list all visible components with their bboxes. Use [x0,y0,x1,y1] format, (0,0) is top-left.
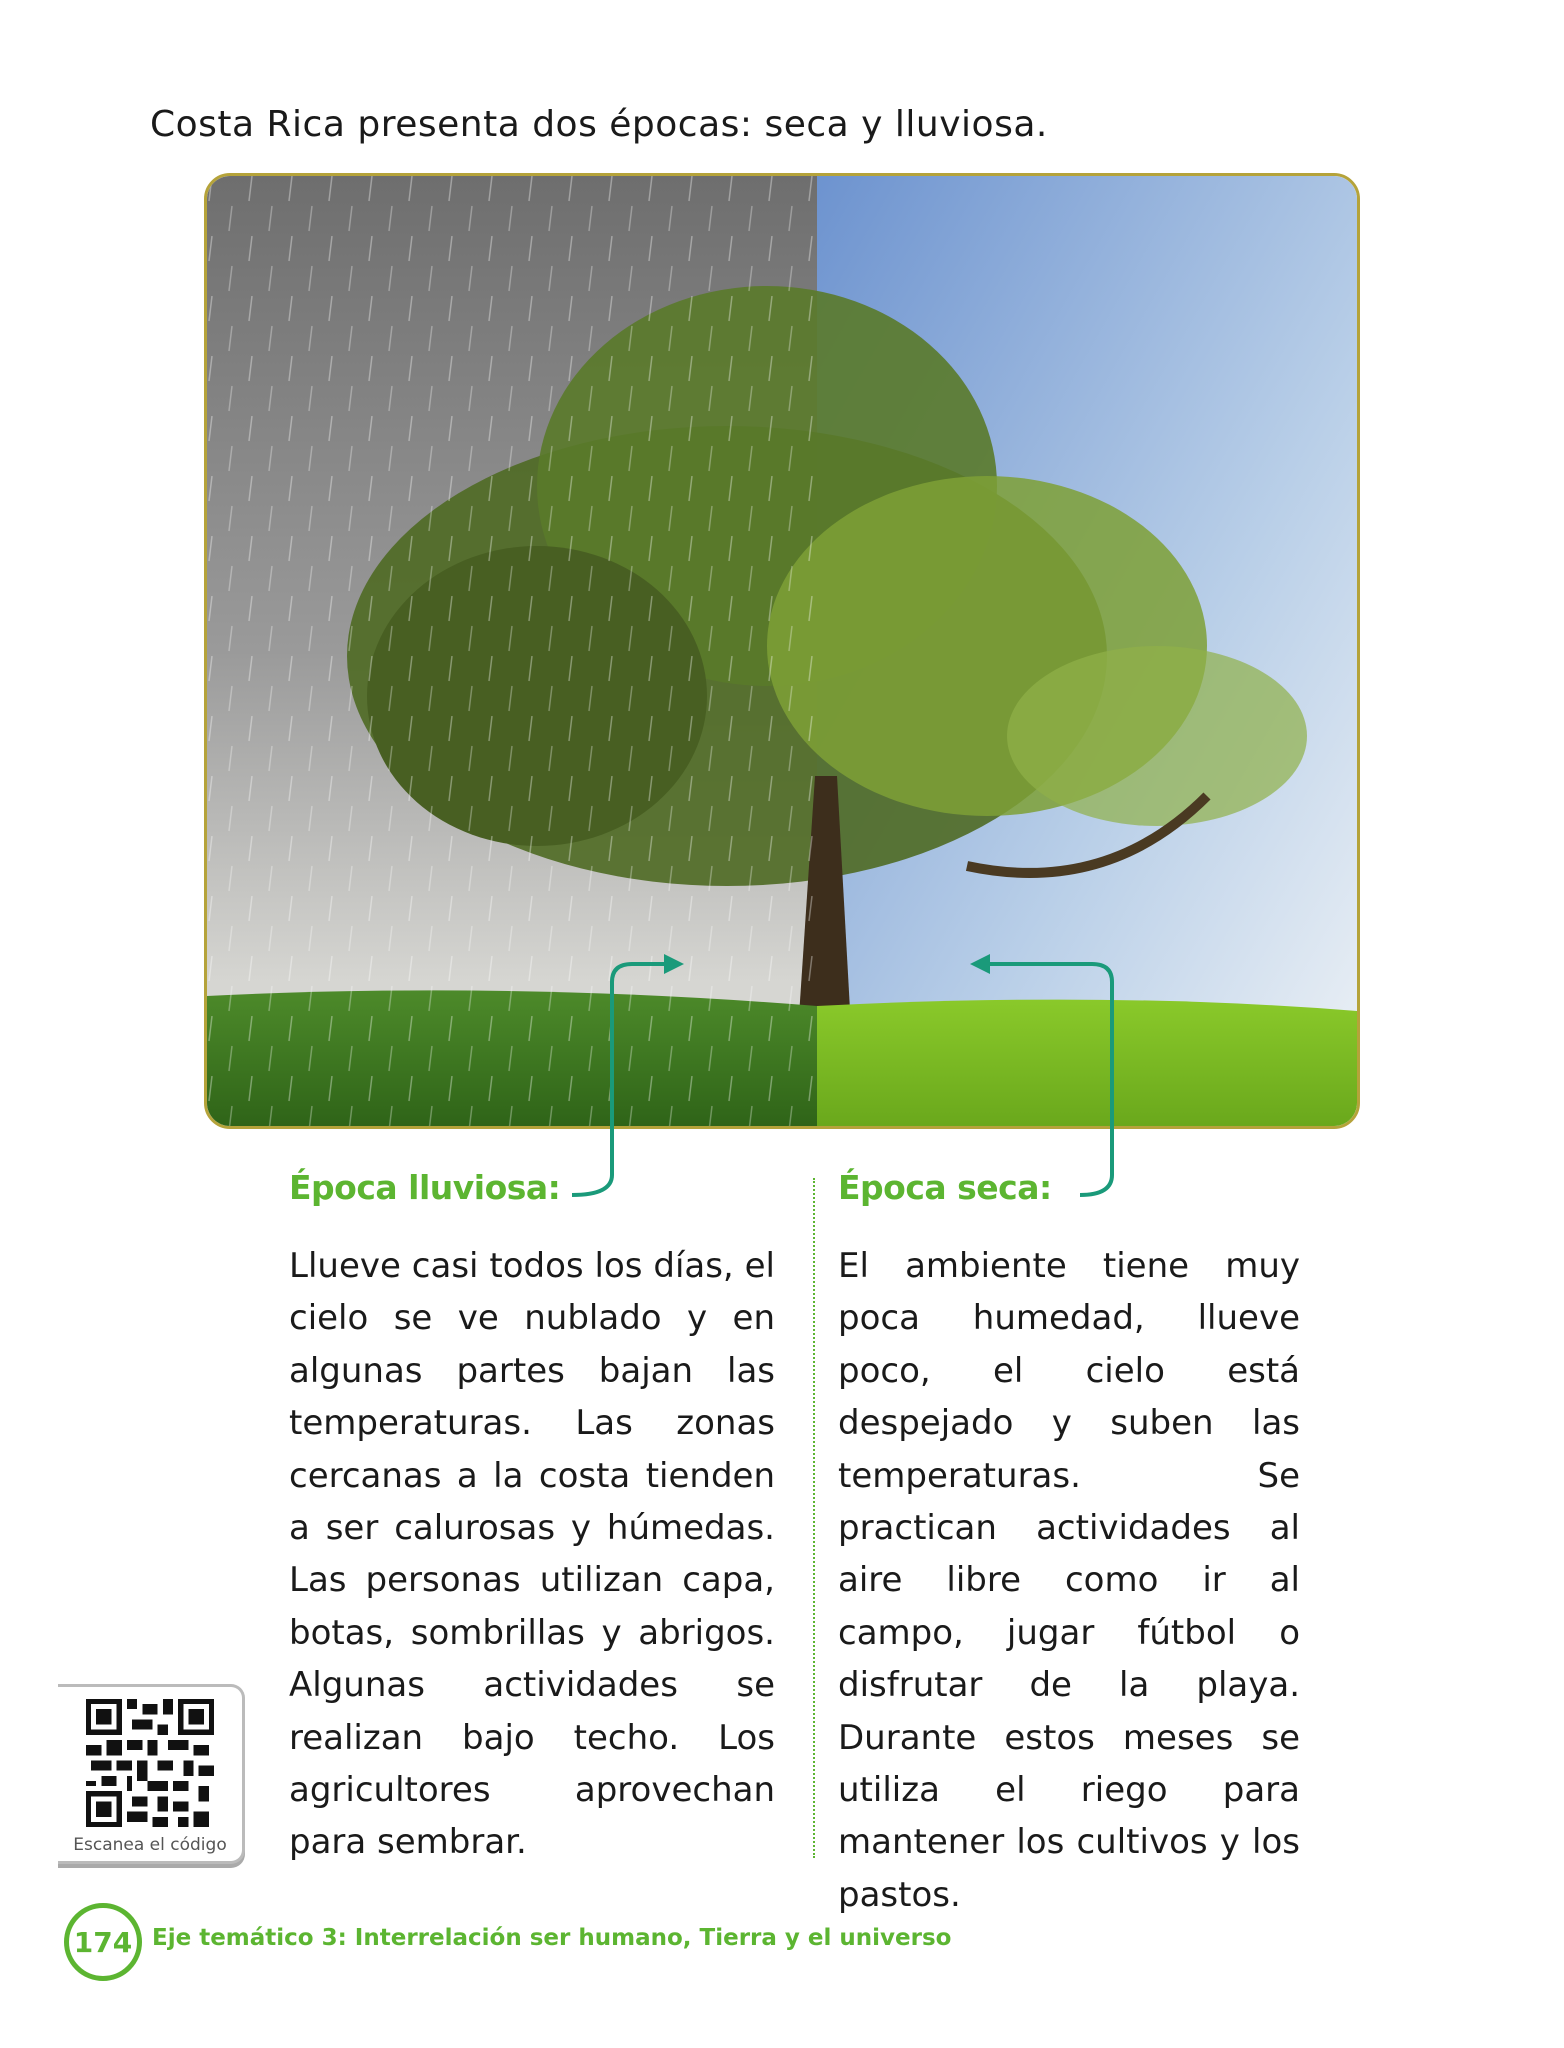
column-divider [813,1178,815,1858]
qr-label: Escanea el código [73,1835,227,1855]
qr-card[interactable] [58,1684,245,1864]
tree-seasons-photo [204,173,1360,1129]
footer-text: Eje temático 3: Interrelación ser humano, Tierra y el universo [152,1925,952,1951]
rainy-season-heading: Época lluviosa: [289,1168,561,1207]
dry-grass [817,1000,1357,1126]
dry-season-text: El ambiente tiene muy poca humedad, llueve poco, el cielo está despejado y suben las temperaturas. Se practican actividades al aire libre como ir al campo, jugar fútbol o disfrutar de la playa. Durante estos meses se utiliza el riego para mantener los cultivos y los pastos. [838,1246,1300,1915]
page-number: 174 [64,1903,142,1981]
qr-code-icon[interactable] [86,1699,214,1827]
intro-text: Costa Rica presenta dos épocas: seca y lluviosa. [150,104,1048,145]
dry-season-heading: Época seca: [838,1168,1052,1207]
rain-streaks [207,176,817,1126]
rainy-season-text: Llueve casi todos los días, el cielo se ve nublado y en algunas partes bajan las temperaturas. Las zonas cercanas a la costa tienden a ser calurosas y húmedas. Las personas utilizan capa, botas, sombrillas y abrigos. Algunas actividades se realizan bajo techo. Los agricultores aprovechan para sembrar. [289,1246,775,1863]
